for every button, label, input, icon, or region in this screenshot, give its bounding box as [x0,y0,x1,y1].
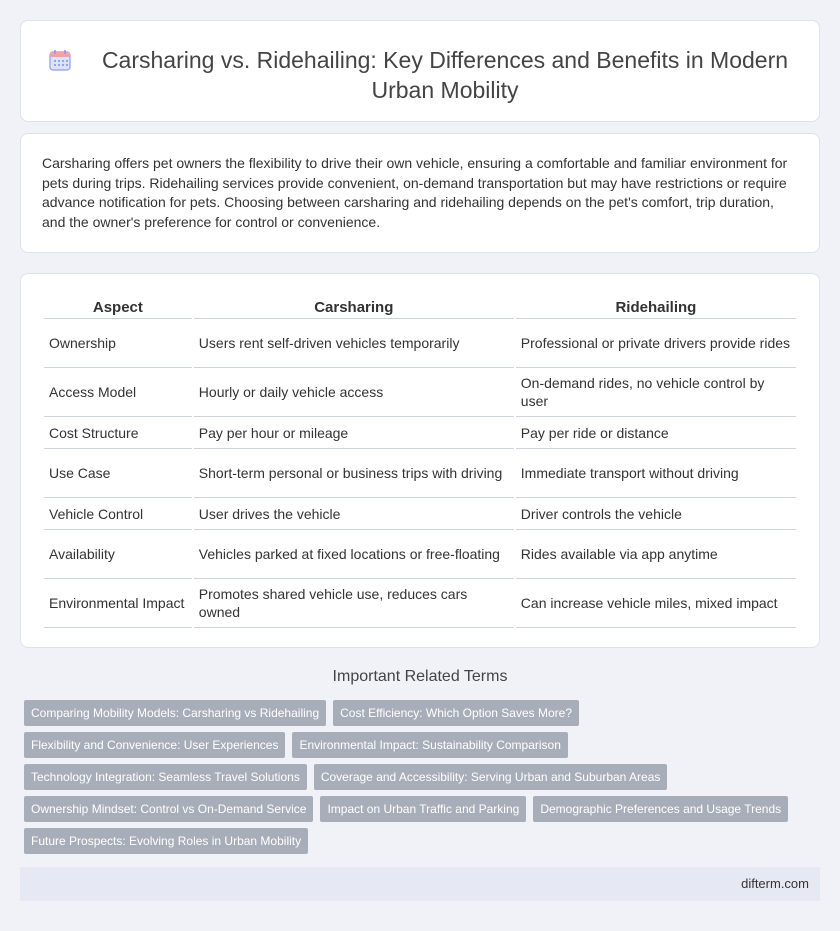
table-row [44,368,796,417]
row-aspect: Vehicle Control [44,498,192,530]
header-aspect: Aspect [44,295,192,319]
related-term-tag[interactable]: Future Prospects: Evolving Roles in Urban Mobility [24,828,308,854]
page-title: Carsharing vs. Ridehailing: Key Differences and Benefits in Modern Urban Mobility [101,47,789,103]
related-terms-list [24,700,804,854]
table-row [44,449,796,498]
related-term-tag[interactable]: Technology Integration: Seamless Travel Solutions [24,764,307,790]
intro-paragraph: Carsharing offers pet owners the flexibility to drive their own vehicle, ensuring a comfortable and familiar environment for pets during trips. Ridehailing services provide convenient, on-demand transportation but may have restrictions or require advance notification for pets. Choosing between carsharing and ridehailing depends on the pet's comfort, trip duration, and the owner's preference for control or convenience. [42,155,788,230]
header-ridehailing: Ridehailing [516,295,796,319]
row-aspect: Ownership [44,319,192,368]
row-aspect: Environmental Impact [44,579,192,628]
related-terms-heading: Important Related Terms [332,668,508,685]
row-ridehailing: On-demand rides, no vehicle control by user [516,368,796,417]
related-term-tag[interactable]: Demographic Preferences and Usage Trends [533,796,788,822]
row-carsharing: Promotes shared vehicle use, reduces cars owned [194,579,514,628]
table-row [44,417,796,449]
row-aspect: Access Model [44,368,192,417]
comparison-table [42,295,798,628]
row-carsharing: Pay per hour or mileage [194,417,514,449]
related-term-tag[interactable]: Impact on Urban Traffic and Parking [320,796,526,822]
table-row [44,498,796,530]
row-carsharing: Users rent self-driven vehicles temporarily [194,319,514,368]
related-term-tag[interactable]: Flexibility and Convenience: User Experiences [24,732,285,758]
table-row [44,319,796,368]
row-ridehailing: Professional or private drivers provide rides [516,319,796,368]
table-row [44,579,796,628]
related-term-tag[interactable]: Comparing Mobility Models: Carsharing vs Ridehailing [24,700,326,726]
comparison-card [20,273,820,648]
intro-card [20,133,820,253]
row-ridehailing: Immediate transport without driving [516,449,796,498]
row-aspect: Cost Structure [44,417,192,449]
row-carsharing: Vehicles parked at fixed locations or free-floating [194,530,514,579]
table-row [44,530,796,579]
row-aspect: Availability [44,530,192,579]
calendar-icon [49,49,71,71]
header-carsharing: Carsharing [194,295,514,319]
related-term-tag[interactable]: Coverage and Accessibility: Serving Urban and Suburban Areas [314,764,668,790]
row-ridehailing: Can increase vehicle miles, mixed impact [516,579,796,628]
title-card [20,20,820,122]
related-term-tag[interactable]: Cost Efficiency: Which Option Saves More? [333,700,579,726]
row-ridehailing: Driver controls the vehicle [516,498,796,530]
table-header-row [44,295,796,319]
row-carsharing: User drives the vehicle [194,498,514,530]
row-ridehailing: Pay per ride or distance [516,417,796,449]
footer-domain[interactable]: difterm.com [741,876,809,891]
related-term-tag[interactable]: Environmental Impact: Sustainability Comparison [292,732,567,758]
row-carsharing: Hourly or daily vehicle access [194,368,514,417]
footer [20,867,820,901]
row-aspect: Use Case [44,449,192,498]
related-term-tag[interactable]: Ownership Mindset: Control vs On-Demand Service [24,796,313,822]
row-carsharing: Short-term personal or business trips with driving [194,449,514,498]
row-ridehailing: Rides available via app anytime [516,530,796,579]
